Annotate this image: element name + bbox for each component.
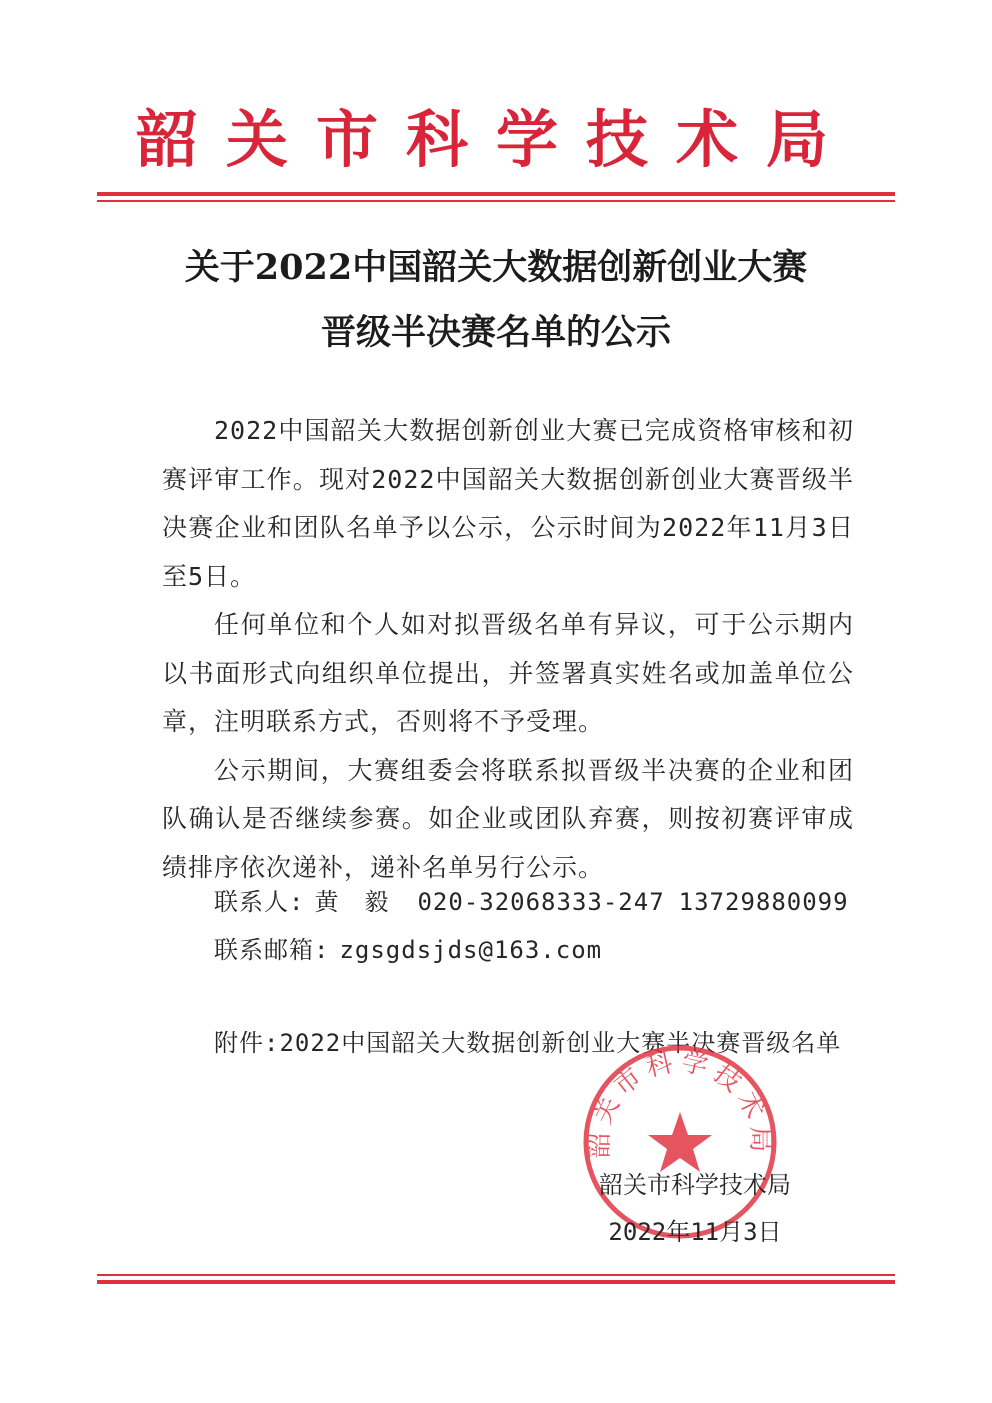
paragraph-objection: 任何单位和个人如对拟晋级名单有异议，可于公示期内以书面形式向组织单位提出，并签署真实姓名或加盖单位公章，注明联系方式，否则将不予受理。 <box>162 610 854 736</box>
contact-phone-mobile: 13729880099 <box>678 888 849 916</box>
signature-date: 2022年11月3日 <box>608 1218 782 1246</box>
signature-org: 韶关市科学技术局 <box>599 1171 791 1199</box>
document-title-line-1: 关于2022中国韶关大数据创新创业大赛 <box>184 247 808 288</box>
footer-rule-thin <box>97 1274 895 1276</box>
contact-email-label: 联系邮箱: <box>214 936 330 964</box>
body-text <box>162 407 854 892</box>
contact-person-line <box>214 882 849 917</box>
header-rule-thick <box>97 192 895 196</box>
document-title-line-2: 晋级半决赛名单的公示 <box>320 312 671 353</box>
agency-header: 韶关市科学技术局 <box>135 103 856 176</box>
contact-phone-office: 020-32068333-247 <box>417 888 665 916</box>
seal-text: 韶关市科学技术局 <box>584 1046 776 1159</box>
attachment-note: 附件:2022中国韶关大数据创新创业大赛半决赛晋级名单 <box>214 1029 842 1057</box>
footer-rule-thick <box>97 1280 895 1284</box>
contact-person-label: 联系人: <box>214 888 305 916</box>
signature-block <box>580 1162 810 1256</box>
contact-email-line <box>214 930 602 965</box>
header-rule-thin <box>97 200 895 202</box>
contact-email-address[interactable]: zgsgdsjds@163.com <box>339 936 603 964</box>
paragraph-confirmation: 公示期间，大赛组委会将联系拟晋级半决赛的企业和团队确认是否继续参赛。如企业或团队弃赛，则按初赛评审成绩排序依次递补，递补名单另行公示。 <box>162 755 854 882</box>
paragraph-announcement: 2022中国韶关大数据创新创业大赛已完成资格审核和初赛评审工作。现对2022中国韶关大数据创新创业大赛晋级半决赛企业和团队名单予以公示，公示时间为2022年11月3日至5日。 <box>162 416 854 591</box>
contact-person-name: 黄 毅 <box>314 888 390 916</box>
